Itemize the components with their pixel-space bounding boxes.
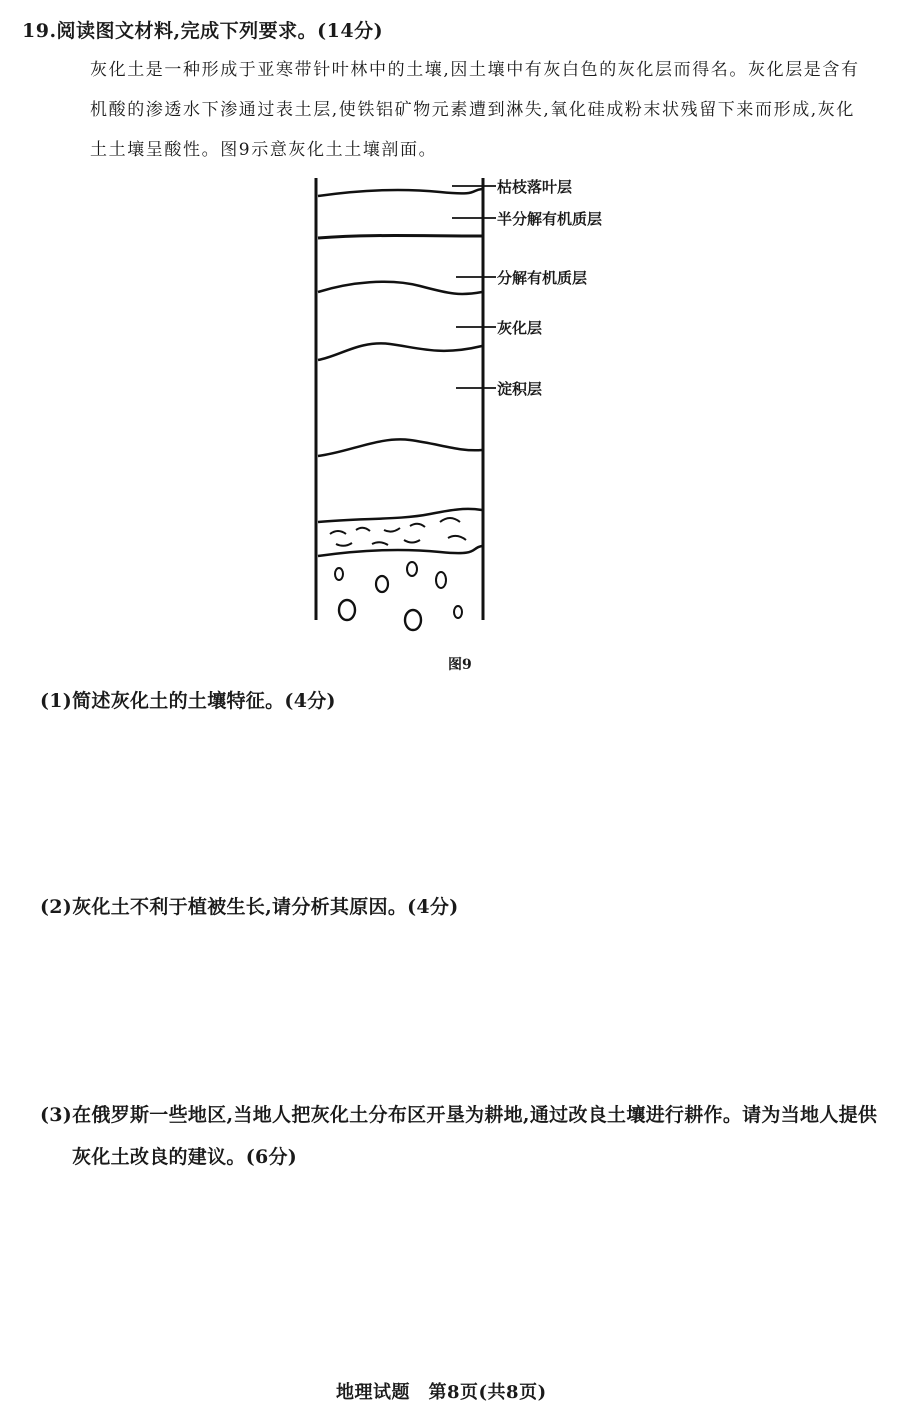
pebble (335, 568, 343, 580)
layer-label-litter: 枯枝落叶层 (497, 178, 573, 196)
page-footer: 地理试题 第8页(共8页) (336, 1382, 547, 1403)
layer-label-podzolic: 灰化层 (497, 319, 543, 337)
pebble (454, 606, 462, 618)
squiggle (372, 542, 388, 545)
layer-label-illuvial: 淀积层 (497, 380, 543, 398)
squiggle (404, 540, 420, 543)
subquestion-1: (1)简述灰化土的土壤特征。(4分) (40, 690, 336, 712)
boundary-litter (318, 189, 482, 196)
subquestion-3-line2: 灰化土改良的建议。(6分) (72, 1146, 298, 1168)
boundary-decomposed (318, 282, 482, 294)
layer-label-semi-decomposed: 半分解有机质层 (497, 210, 603, 228)
figure-caption: 图9 (448, 657, 472, 673)
squiggle (384, 528, 400, 532)
squiggle (448, 536, 466, 540)
question-title: 19.阅读图文材料,完成下列要求。(14分) (22, 20, 384, 42)
pebble (339, 600, 355, 620)
boundary-illuvial (318, 439, 482, 456)
subquestion-2: (2)灰化土不利于植被生长,请分析其原因。(4分) (40, 896, 459, 918)
squiggle (356, 528, 370, 531)
pebble (407, 562, 417, 576)
layer-label-decomposed: 分解有机质层 (497, 269, 588, 287)
pebble (436, 572, 446, 588)
soil-profile-diagram (0, 0, 900, 700)
squiggle (410, 524, 425, 527)
squiggle (440, 518, 460, 522)
subquestion-3-line1: (3)在俄罗斯一些地区,当地人把灰化土分布区开垦为耕地,通过改良土壤进行耕作。请为当地人提供 (40, 1104, 878, 1126)
subquestion-3 (40, 1094, 885, 1178)
squiggle (330, 531, 346, 534)
squiggle (336, 543, 352, 546)
material-paragraph: 灰化土是一种形成于亚寒带针叶林中的土壤,因土壤中有灰白色的灰化层而得名。灰化层是含有机酸的渗透水下渗通过表土层,使铁铝矿物元素遭到淋失,氧化硅成粉末状残留下来而形成,灰化土土壤呈酸性。图9示意灰化土土壤剖面。 (90, 60, 860, 160)
pebble (376, 576, 388, 592)
boundary-bedrock-top (318, 546, 482, 556)
pebble (405, 610, 421, 630)
boundary-podzol (318, 343, 482, 360)
boundary-semi-decomposed (318, 236, 482, 239)
